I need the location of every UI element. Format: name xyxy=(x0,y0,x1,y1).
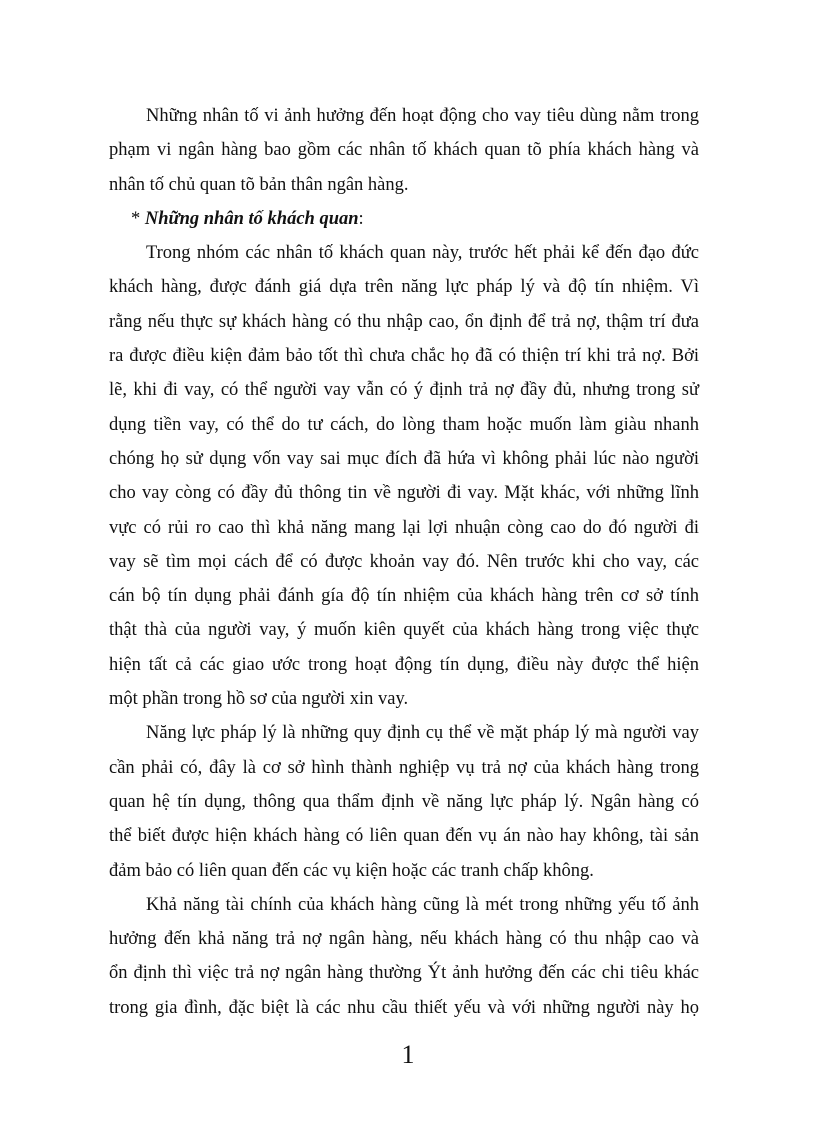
bullet-marker: * xyxy=(131,208,141,229)
section-heading-text: Những nhân tố khách quan xyxy=(144,208,359,229)
page-number: 1 xyxy=(401,1040,415,1069)
text-line: Năng lực pháp lý là những quy định cụ thể về mặt pháp lý mà người vay xyxy=(146,723,699,744)
paragraph-financial-capacity xyxy=(109,888,699,1025)
text-line: thật thà của người vay, ý muốn kiên quyết của khách hàng trong việc thực xyxy=(109,620,699,641)
text-line: thể biết được hiện khách hàng có liên quan đến vụ án nào hay không, tài sản xyxy=(109,826,699,847)
document-page xyxy=(109,99,699,1025)
text-line: Những nhân tố vi ảnh hưởng đến hoạt động cho vay tiêu dùng nằm trong xyxy=(146,106,699,126)
text-line: vay sẽ tìm mọi cách để có được khoản vay đó. Nên trước khi cho vay, các xyxy=(109,551,699,572)
text-line: phạm vi ngân hàng bao gồm các nhân tố khách quan tõ phía khách hàng và xyxy=(109,140,699,161)
paragraph-intro xyxy=(109,99,699,202)
text-line: hưởng đến khả năng trả nợ ngân hàng, nếu khách hàng có thu nhập cao và xyxy=(109,929,699,950)
text-line: cần phải có, đây là cơ sở hình thành nghiệp vụ trả nợ của khách hàng trong xyxy=(109,757,699,778)
paragraph-legal-capacity xyxy=(109,716,699,887)
section-heading xyxy=(109,202,699,236)
text-line: hiện tất cả các giao ước trong hoạt động tín dụng, điều này được thể hiện xyxy=(109,654,699,675)
text-line: lẽ, khi đi vay, có thể người vay vẫn có ý định trả nợ đầy đủ, nhưng trong sử xyxy=(109,380,699,401)
text-line: Trong nhóm các nhân tố khách quan này, trước hết phải kể đến đạo đức xyxy=(146,243,699,264)
text-line: nhân tố chủ quan tõ bản thân ngân hàng. xyxy=(109,174,409,195)
text-line: Khả năng tài chính của khách hàng cũng là mét trong những yếu tố ảnh xyxy=(146,894,699,915)
text-line: cho vay còng có đầy đủ thông tin về người đi vay. Mặt khác, với những lĩnh xyxy=(109,483,699,504)
text-line: một phần trong hồ sơ của người xin vay. xyxy=(109,689,409,710)
text-line: ra được điều kiện đảm bảo tốt thì chưa chắc họ đã có thiện trí khi trả nợ. Bởi xyxy=(109,346,699,367)
text-line: chóng họ sử dụng vốn vay sai mục đích đã hứa vì không phải lúc nào người xyxy=(109,448,699,469)
text-line: ổn định thì việc trả nợ ngân hàng thường Ýt ảnh hưởng đến các chi tiêu khác xyxy=(109,963,699,984)
text-line: đảm bảo có liên quan đến các vụ kiện hoặc các tranh chấp không. xyxy=(109,860,594,881)
text-line: cán bộ tín dụng phải đánh gía độ tín nhiệm của khách hàng trên cơ sở tính xyxy=(109,586,699,607)
text-line: quan hệ tín dụng, thông qua thẩm định về năng lực pháp lý. Ngân hàng có xyxy=(109,791,699,812)
paragraph-ethics xyxy=(109,236,699,716)
text-line: rằng nếu thực sự khách hàng có thu nhập cao, ổn định để trả nợ, thậm trí đưa xyxy=(109,311,699,332)
text-line: trong gia đình, đặc biệt là các nhu cầu thiết yếu và với những người này họ xyxy=(109,997,699,1018)
text-line: khách hàng, được đánh giá dựa trên năng lực pháp lý và độ tín nhiệm. Vì xyxy=(109,277,699,298)
section-heading-suffix: : xyxy=(358,208,364,229)
text-line: vực có rủi ro cao thì khả năng mang lại lợi nhuận còng cao do đó người đi xyxy=(109,517,699,538)
text-line: dụng tiền vay, có thể do tư cách, do lòng tham hoặc muốn làm giàu nhanh xyxy=(109,414,699,435)
